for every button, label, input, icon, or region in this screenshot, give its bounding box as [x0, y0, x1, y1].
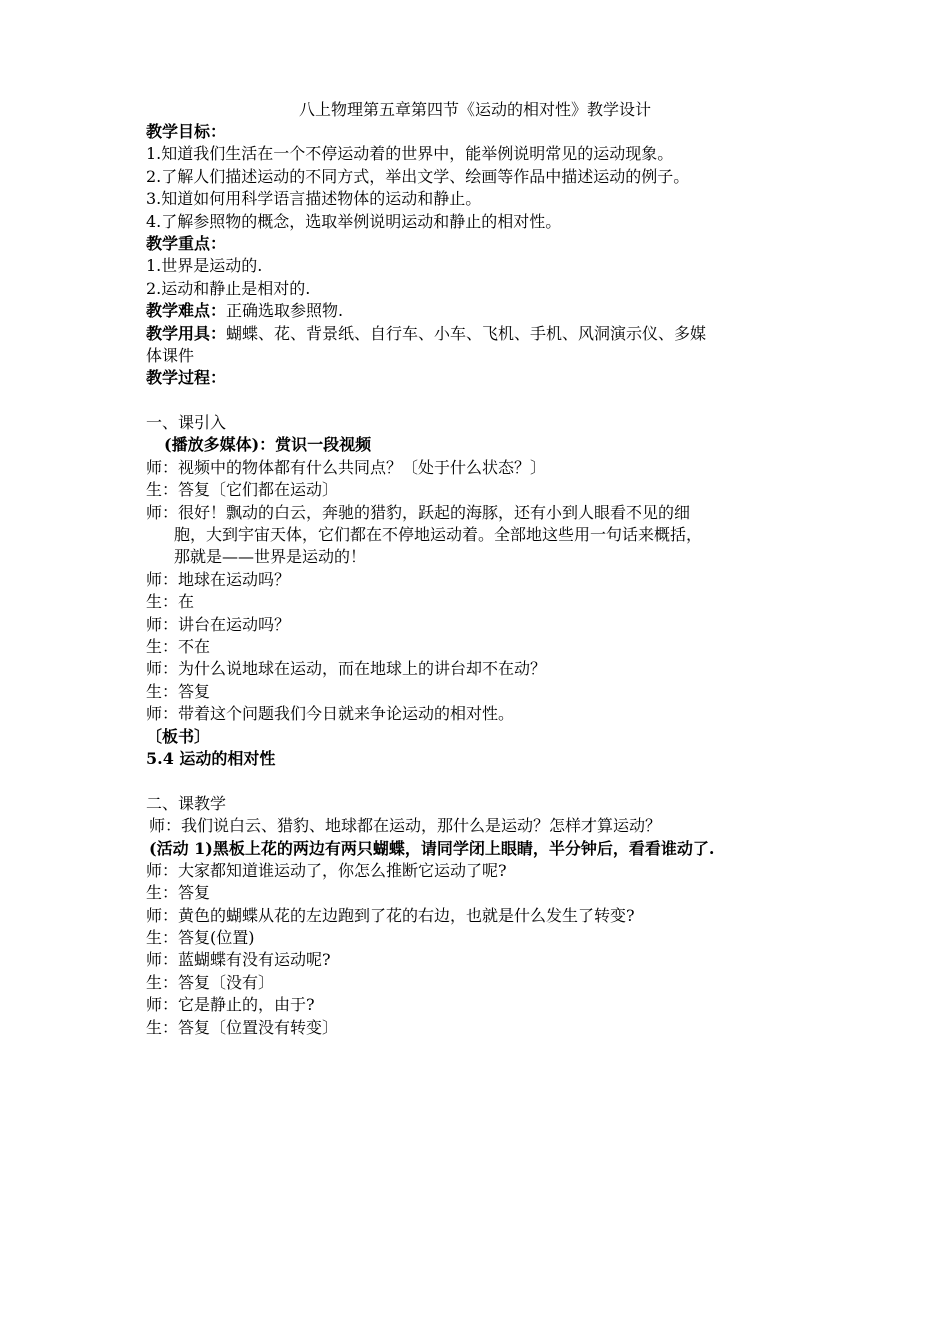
objective-item: 4.了解参照物的概念，选取举例说明运动和静止的相对性。	[146, 211, 562, 231]
difficulty-heading: 教学难点：	[146, 301, 227, 321]
document-title: 八上物理第五章第四节《运动的相对性》教学设计	[298, 100, 651, 119]
dialog-line: 生：在	[146, 592, 195, 612]
tools-heading: 教学用具：	[146, 323, 227, 343]
dialog-line: 师：它是静止的，由于?	[146, 995, 315, 1015]
key-point-item: 2.运动和静止是相对的.	[146, 278, 311, 298]
dialog-line: 生：不在	[146, 636, 211, 656]
document-body	[146, 121, 826, 1039]
section-2-question: 师：我们说白云、猎豹、地球都在运动，那什么是运动？怎样才算运动？	[149, 816, 662, 836]
difficulty-line	[146, 300, 826, 322]
objective-item: 1.知道我们生活在一个不停运动着的世界中，能举例说明常见的运动现象。	[146, 144, 674, 164]
difficulty-text: 正确选取参照物.	[226, 301, 344, 321]
dialog-line: 师：很好！飘动的白云，奔驰的猎豹，跃起的海豚，还有小到人眼看不见的细	[146, 502, 691, 522]
process-heading: 教学过程：	[146, 368, 227, 388]
blank-line	[146, 770, 826, 792]
dialog-line: 师：大家都知道谁运动了，你怎么推断它运动了呢?	[146, 860, 507, 880]
dialog-line: 生：答复〔位置没有转变〕	[146, 1017, 339, 1037]
board-label: 〔板书〕	[146, 726, 211, 746]
dialog-line: 师：蓝蝴蝶有没有运动呢?	[146, 950, 331, 970]
section-2-title: 二、课教学	[146, 793, 227, 813]
blank-line	[146, 390, 826, 412]
dialog-line: 师：视频中的物体都有什么共同点？〔处于什么状态？〕	[146, 457, 547, 477]
dialog-line: 师：地球在运动吗？	[146, 569, 291, 589]
dialog-line: 生：答复	[146, 681, 211, 701]
section-1-title: 一、课引入	[146, 413, 227, 433]
dialog-line: 师：带着这个问题我们今日就来争论运动的相对性。	[146, 704, 515, 724]
objective-item: 2.了解人们描述运动的不同方式，举出文学、绘画等作品中描述运动的例子。	[146, 166, 690, 186]
tools-text: 蝴蝶、花、背景纸、自行车、小车、飞机、手机、风洞演示仪、多媒	[226, 323, 707, 343]
objective-item: 3.知道如何用科学语言描述物体的运动和静止。	[146, 189, 482, 209]
dialog-line: 生：答复	[146, 883, 211, 903]
activity-line: (活动 1)黑板上花的两边有两只蝴蝶，请同学闭上眼睛，半分钟后，看看谁动了.	[149, 838, 715, 858]
dialog-line: 生：答复〔没有〕	[146, 972, 275, 992]
tools-text-continued: 体课件	[146, 345, 195, 365]
dialog-line: 生：答复(位置)	[146, 928, 255, 948]
dialog-line: 师：为什么说地球在运动，而在地球上的讲台却不在动？	[146, 659, 547, 679]
section-1-media: (播放多媒体)：赏识一段视频	[164, 435, 372, 455]
dialog-line: 师：黄色的蝴蝶从花的左边跑到了花的右边，也就是什么发生了转变?	[146, 905, 635, 925]
dialog-line: 生：答复〔它们都在运动〕	[146, 480, 339, 500]
dialog-line-continued: 那就是——世界是运动的！	[174, 547, 367, 567]
objectives-heading: 教学目标：	[146, 122, 227, 141]
board-title: 5.4 运动的相对性	[146, 748, 276, 768]
dialog-line: 师：讲台在运动吗？	[146, 614, 291, 634]
dialog-line-continued: 胞，大到宇宙天体，它们都在不停地运动着。全部地这些用一句话来概括，	[174, 525, 703, 545]
key-point-item: 1.世界是运动的.	[146, 256, 263, 276]
tools-line	[146, 323, 826, 345]
key-points-heading: 教学重点：	[146, 233, 227, 253]
